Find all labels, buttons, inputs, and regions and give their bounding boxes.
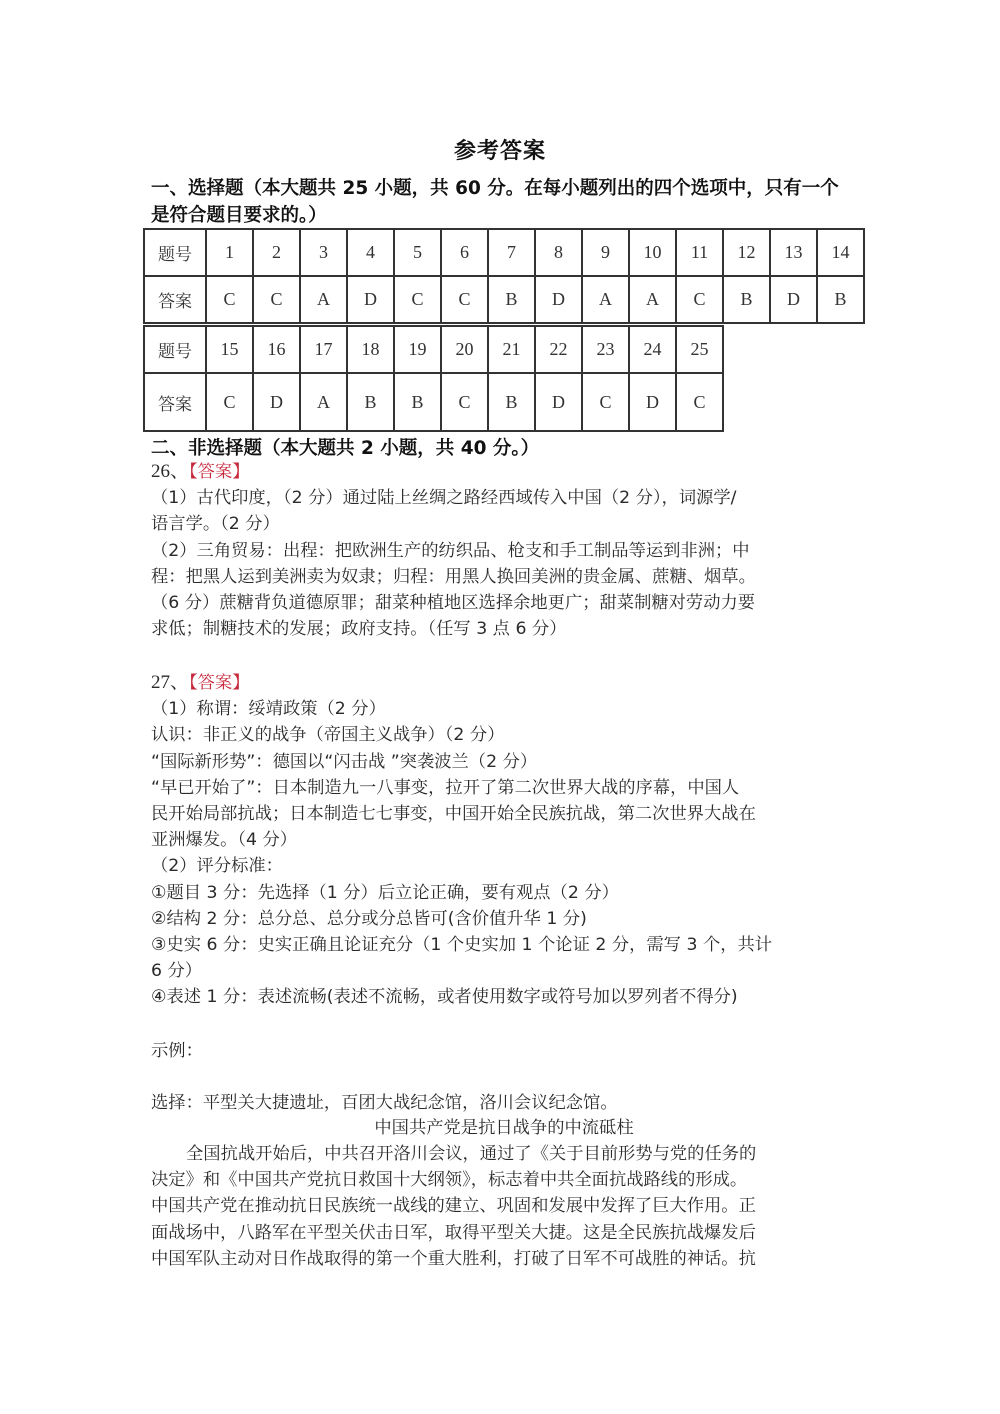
section1-heading: 一、选择题（本大题共 25 小题，共 60 分。在每小题列出的四个选项中，只有一个是符合题目要求的。） [151,178,839,226]
table-cell: C [441,276,488,323]
table-cell: 1 [206,229,253,276]
answer-line: （1）古代印度，（2 分）通过陆上丝绸之路经西域传入中国（2 分），词源学/ [151,488,737,509]
answer-line: 亚洲爆发。（4 分） [151,830,298,851]
table-row-answers [144,373,723,431]
table-cell: 20 [441,326,488,373]
table-cell: A [300,373,347,431]
table-cell: C [676,276,723,323]
essay-line: 全国抗战开始后，中共召开洛川会议，通过了《关于目前形势与党的任务的 [186,1144,757,1164]
essay-body [151,1141,857,1272]
table-cell: 25 [676,326,723,373]
table-cell: B [488,373,535,431]
page-title: 参考答案 [453,139,546,164]
answer-line: 求低；制糖技术的发展；政府支持。（任写 3 点 6 分） [151,619,567,640]
table-cell: 19 [394,326,441,373]
table-cell: A [582,276,629,323]
table-cell: D [770,276,817,323]
table-cell: B [817,276,864,323]
table-cell: 22 [535,326,582,373]
answer-line: 程：把黑人运到美洲卖为奴隶；归程：用黑人换回美洲的贵金属、蔗糖、烟草。 [151,566,756,587]
table-cell: B [723,276,770,323]
table-cell: C [206,373,253,431]
question-27 [151,670,857,1011]
answer-tag: 【答案】 [189,462,250,482]
essay-line: 中国共产党在推动抗日民族统一战线的建立、巩固和发展中发挥了巨大作用。正 [151,1196,756,1217]
answer-line: （6 分）蔗糖背负道德原罪；甜菜种植地区选择余地更广；甜菜制糖对劳动力要 [151,593,756,614]
answer-line: 民开始局部抗战；日本制造七七事变，中国开始全民族抗战，第二次世界大战在 [151,804,756,825]
section2-heading: 二、非选择题（本大题共 2 小题，共 40 分。） [151,438,540,459]
question-26 [151,459,857,642]
table-cell: 3 [300,229,347,276]
row-label-answer: 答案 [144,373,206,431]
question-number: 26、 [151,461,190,482]
answer-line: （1）称谓：绥靖政策（2 分） [151,699,386,720]
answer-line: 语言学。（2 分） [151,514,280,535]
question-number: 27、 [151,672,190,693]
answer-line: ④表述 1 分：表述流畅(表述不流畅，或者使用数字或符号加以罗列者不得分) [151,987,738,1008]
table-cell: 12 [723,229,770,276]
essay-line: 面战场中，八路军在平型关伏击日军，取得平型关大捷。这是全民族抗战爆发后 [151,1222,756,1243]
table-cell: D [535,373,582,431]
table-cell: 6 [441,229,488,276]
question-27-header [151,670,857,696]
table-cell: C [441,373,488,431]
question-26-header [151,459,857,485]
answer-line: （2）三角贸易：出程：把欧洲生产的纺织品、枪支和手工制品等运到非洲；中 [151,540,750,561]
answer-line: “国际新形势”：德国以“闪击战 ”突袭波兰（2 分） [151,751,538,772]
table-cell: C [253,276,300,323]
table-cell: 10 [629,229,676,276]
answer-table-part2 [143,325,724,432]
table-cell: 7 [488,229,535,276]
answer-line: ③史实 6 分：史实正确且论证充分（1 个史实加 1 个论证 2 分，需写 3 个，共计 [151,935,773,956]
answer-table-part1 [143,228,865,324]
answer-line: “早已开始了”：日本制造九一八事变，拉开了第二次世界大战的序幕，中国人 [151,777,740,798]
table-cell: 15 [206,326,253,373]
question-27-answer [151,696,857,1010]
table-cell: 11 [676,229,723,276]
row-label-number: 题号 [144,229,206,276]
answer-tag: 【答案】 [189,673,250,693]
table-row-numbers [144,326,723,373]
answer-line: （2）评分标准： [151,856,283,877]
table-row-answers [144,276,864,323]
table-cell: D [253,373,300,431]
table-cell: 23 [582,326,629,373]
table-cell: C [206,276,253,323]
table-cell: 4 [347,229,394,276]
essay-title: 中国共产党是抗日战争的中流砥柱 [374,1118,634,1138]
essay-line: 中国军队主动对日作战取得的第一个重大胜利，打破了日军不可战胜的神话。抗 [151,1248,756,1269]
table-cell: A [629,276,676,323]
answer-line: 6 分） [151,961,203,982]
table-cell: B [488,276,535,323]
table-cell: D [629,373,676,431]
table-cell: 2 [253,229,300,276]
table-cell: 18 [347,326,394,373]
answer-line: 认识：非正义的战争（帝国主义战争）（2 分） [151,725,505,746]
table-cell: 13 [770,229,817,276]
answer-line: ①题目 3 分：先选择（1 分）后立论正确，要有观点（2 分） [151,882,619,903]
table-cell: C [582,373,629,431]
table-cell: 24 [629,326,676,373]
table-cell: 14 [817,229,864,276]
table-cell: D [535,276,582,323]
table-cell: 9 [582,229,629,276]
row-label-answer: 答案 [144,276,206,323]
table-cell: 5 [394,229,441,276]
table-cell: 8 [535,229,582,276]
table-cell: 21 [488,326,535,373]
table-cell: 16 [253,326,300,373]
table-cell: C [676,373,723,431]
row-label-number: 题号 [144,326,206,373]
essay-line: 决定》和《中国共产党抗日救国十大纲领》，标志着中共全面抗战路线的形成。 [151,1170,748,1191]
table-cell: D [347,276,394,323]
table-cell: B [347,373,394,431]
question-26-answer [151,485,857,642]
table-row-numbers [144,229,864,276]
table-cell: C [394,276,441,323]
table-cell: 17 [300,326,347,373]
table-cell: A [300,276,347,323]
table-cell: B [394,373,441,431]
answer-line: ②结构 2 分：总分总、总分或分总皆可(含价值升华 1 分) [151,908,587,929]
example-label: 示例： [151,1041,203,1061]
example-choice: 选择：平型关大捷遗址，百团大战纪念馆，洛川会议纪念馆。 [151,1093,618,1113]
